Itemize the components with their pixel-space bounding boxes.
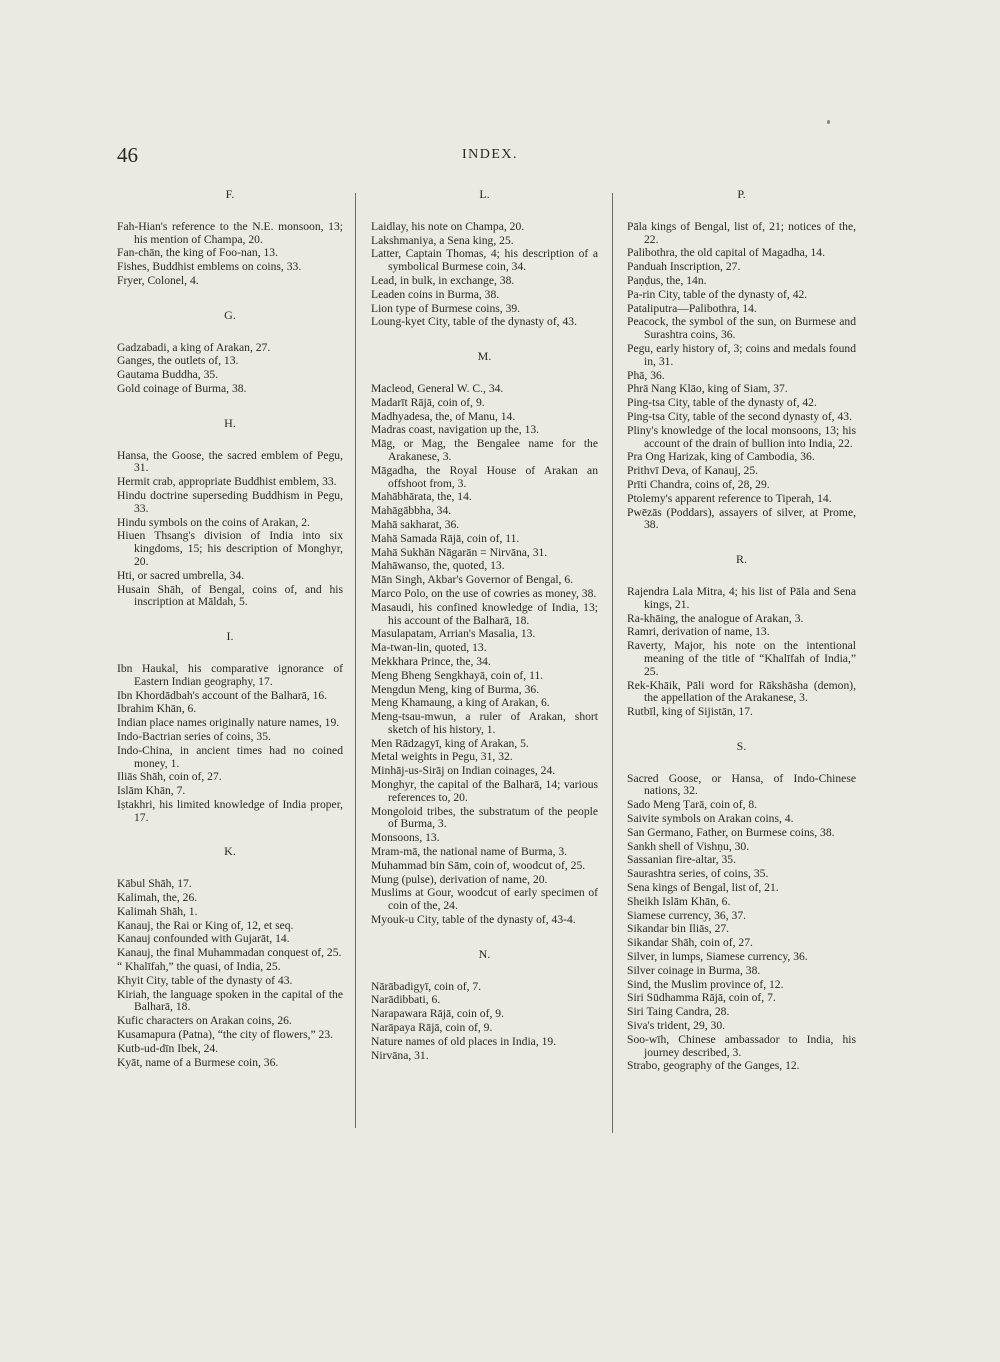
index-entry: Panduah Inscription, 27. xyxy=(627,260,741,274)
index-entry: Narādibbati, 6. xyxy=(371,993,441,1007)
index-entry: Mahāgābbha, 34. xyxy=(371,504,452,518)
index-entry: “ Khalīfah,” the quasi, of India, 25. xyxy=(117,960,281,974)
index-entry: Madarīt Rājā, coin of, 9. xyxy=(371,395,485,409)
entry-list xyxy=(371,221,598,329)
index-entry: Kanauj confounded with Gujarāt, 14. xyxy=(117,932,290,946)
index-entry: Māgadha, the Royal House of Arakan an offshoot from, 3. xyxy=(371,463,598,490)
running-head: INDEX. xyxy=(462,147,519,162)
section-letter: S. xyxy=(736,738,747,753)
entry-list xyxy=(627,773,856,1074)
index-entry: Kanauj, the final Muhammadan conquest of, 25. xyxy=(117,946,342,960)
index-entry: Lakshmaniya, a Sena king, 25. xyxy=(371,233,514,247)
index-entry: Monghyr, the capital of the Balharā, 14; various references to, 20. xyxy=(371,778,598,804)
index-section xyxy=(117,188,343,288)
index-entry: Sassanian fire-altar, 35. xyxy=(627,853,736,867)
index-section xyxy=(117,309,343,396)
section-letter: R. xyxy=(735,552,747,567)
index-section xyxy=(627,553,856,719)
index-entry: Mung (pulse), derivation of name, 20. xyxy=(371,872,548,886)
index-entry: Fishes, Buddhist emblems on coins, 33. xyxy=(117,260,302,274)
index-entry: Kanauj, the Rai or King of, 12, et seq. xyxy=(117,918,294,932)
index-entry: Gadzabadi, a king of Arakan, 27. xyxy=(117,340,271,354)
index-entry: Masulapatam, Arrian's Masalia, 13. xyxy=(371,627,536,641)
index-entry: Sena kings of Bengal, list of, 21. xyxy=(627,881,779,895)
index-entry: Madras coast, navigation up the, 13. xyxy=(371,423,540,437)
index-entry: Strabo, geography of the Ganges, 12. xyxy=(627,1059,800,1073)
section-letter: N. xyxy=(478,946,491,961)
index-entry: Fah-Hian's reference to the N.E. monsoon, 13; his mention of Champa, 20. xyxy=(117,219,343,246)
index-entry: Silver, in lumps, Siamese currency, 36. xyxy=(627,950,808,964)
index-entry: Nirvāna, 31. xyxy=(371,1048,429,1062)
index-entry: Mān Singh, Akbar's Governor of Bengal, 6. xyxy=(371,573,574,587)
index-entry: Siva's trident, 29, 30. xyxy=(627,1019,726,1033)
index-entry: Madhyadesa, the, of Manu, 14. xyxy=(371,409,516,423)
index-entry: Marco Polo, on the use of cowries as money, 38. xyxy=(371,586,597,600)
index-entry: Muslims at Gour, woodcut of early specimen of coin of the, 24. xyxy=(371,886,598,913)
index-entry: Sado Meng Ṭarā, coin of, 8. xyxy=(627,798,758,812)
index-column-1 xyxy=(117,188,343,1090)
index-entry: Siamese currency, 36, 37. xyxy=(627,908,747,922)
index-entry: Saurashtra series, of coins, 35. xyxy=(627,867,769,881)
section-letter: H. xyxy=(224,415,236,430)
index-entry: Palibothra, the old capital of Magadha, 14. xyxy=(627,246,826,260)
index-entry: Phrā Nang Klāo, king of Siam, 37. xyxy=(627,382,788,396)
index-entry: Siri Sūdhamma Rājā, coin of, 7. xyxy=(627,991,776,1005)
index-entry: Hindu doctrine superseding Buddhism in Pegu, 33. xyxy=(117,488,343,515)
index-entry: Macleod, General W. C., 34. xyxy=(371,381,504,395)
entry-list xyxy=(117,342,343,396)
index-section xyxy=(117,845,343,1069)
index-entry: Masaudi, his confined knowledge of India, 13; his account of the Balharā, 18. xyxy=(371,600,598,627)
index-entry: Iṣtakhri, his limited knowledge of India proper, 17. xyxy=(117,797,343,824)
index-entry: Hti, or sacred umbrella, 34. xyxy=(117,568,245,582)
index-entry: Khyit City, table of the dynasty of 43. xyxy=(117,973,293,987)
index-entry: Nature names of old places in India, 19. xyxy=(371,1034,557,1048)
index-entry: Ra-khāing, the analogue of Arakan, 3. xyxy=(627,611,804,625)
index-entry: Hermit crab, appropriate Buddhist emblem, 33. xyxy=(117,475,337,489)
section-letter: L. xyxy=(479,187,490,201)
index-entry: Māg, or Mag, the Bengalee name for the Arakanese, 3. xyxy=(371,437,598,463)
index-entry: Meng Bheng Sengkhayā, coin of, 11. xyxy=(371,668,544,682)
index-entry: Kufic characters on Arakan coins, 26. xyxy=(117,1014,292,1028)
index-entry: Narāpaya Rājā, coin of, 9. xyxy=(371,1021,493,1035)
index-entry: Islām Khān, 7. xyxy=(117,784,186,798)
index-entry: Kalimah, the, 26. xyxy=(117,891,198,905)
index-entry: Prīti Chandra, coins of, 28, 29. xyxy=(627,477,770,491)
index-entry: Meng-tsau-mwun, a ruler of Arakan, short sketch of his history, 1. xyxy=(371,710,598,736)
entry-list xyxy=(371,981,598,1063)
index-entry: Ramri, derivation of name, 13. xyxy=(627,625,770,639)
index-entry: Mahā Samada Rājā, coin of, 11. xyxy=(371,531,520,545)
index-entry: Hansa, the Goose, the sacred emblem of Pegu, 31. xyxy=(117,448,343,475)
index-entry: Pegu, early history of, 3; coins and medals found in, 31. xyxy=(627,341,856,368)
index-entry: Mekkhara Prince, the, 34. xyxy=(371,654,491,668)
index-entry: Laidlay, his note on Champa, 20. xyxy=(371,219,525,233)
index-entry: Kusamapura (Patna), “the city of flowers,” 23. xyxy=(117,1028,334,1042)
index-entry: Gautama Buddha, 35. xyxy=(117,368,219,382)
index-entry: Fan-chān, the king of Foo-nan, 13. xyxy=(117,246,278,260)
index-entry: Pliny's knowledge of the local monsoons, 13; his account of the drain of bullion into India, 22. xyxy=(627,423,856,450)
index-entry: Mengdun Meng, king of Burma, 36. xyxy=(371,682,540,696)
index-entry: Meng Khamaung, a king of Arakan, 6. xyxy=(371,696,550,710)
index-section xyxy=(117,630,343,824)
index-entry: Soo-wīh, Chinese ambassador to India, his journey described, 3. xyxy=(627,1032,856,1059)
index-entry: Kiriah, the language spoken in the capital of the Balharā, 18. xyxy=(117,987,343,1014)
index-entry: Metal weights in Pegu, 31, 32. xyxy=(371,750,513,764)
index-entry: Rutbīl, king of Sijistān, 17. xyxy=(627,705,753,719)
index-entry: Saivite symbols on Arakan coins, 4. xyxy=(627,812,794,826)
index-entry: Kutb-ud-dīn Ibek, 24. xyxy=(117,1041,219,1055)
index-entry: Silver coinage in Burma, 38. xyxy=(627,963,761,977)
entry-list xyxy=(117,878,343,1069)
entry-list xyxy=(627,221,856,532)
index-entry: Indo-China, in ancient times had no coined money, 1. xyxy=(117,743,343,770)
index-entry: Prithvī Deva, of Kanauj, 25. xyxy=(627,464,759,478)
index-entry: Sikandar Shāh, coin of, 27. xyxy=(627,936,753,950)
section-letter: G. xyxy=(224,307,236,322)
index-entry: Pāla kings of Bengal, list of, 21; notices of the, 22. xyxy=(627,219,856,246)
index-entry: Iliās Shāh, coin of, 27. xyxy=(117,770,222,784)
index-entry: Hindu symbols on the coins of Arakan, 2. xyxy=(117,515,310,529)
index-entry: Leaden coins in Burma, 38. xyxy=(371,287,500,301)
index-column-2 xyxy=(371,188,598,1083)
index-section xyxy=(371,948,598,1063)
entry-list xyxy=(117,663,343,825)
index-entry: Pwēzās (Poddars), assayers of silver, at Prome, 38. xyxy=(627,505,856,532)
ink-speck xyxy=(827,120,830,124)
index-section xyxy=(627,188,856,532)
entry-list xyxy=(627,586,856,719)
index-entry: Husain Shāh, of Bengal, coins of, and his inscription at Māldah, 5. xyxy=(117,582,343,609)
index-entry: Indo-Bactrian series of coins, 35. xyxy=(117,729,271,743)
index-entry: Ma-twan-lin, quoted, 13. xyxy=(371,641,487,655)
index-entry: Monsoons, 13. xyxy=(371,831,440,845)
entry-list xyxy=(117,450,343,610)
index-entry: Sheikh Islām Khān, 6. xyxy=(627,894,731,908)
index-entry: Rajendra Lala Mitra, 4; his list of Pāla and Sena kings, 21. xyxy=(627,584,856,611)
index-entry: Latter, Captain Thomas, 4; his description of a symbolical Burmese coin, 34. xyxy=(371,247,598,274)
index-entry: Hiuen Thsang's division of India into six kingdoms, 15; his description of Monghyr, 20. xyxy=(117,529,343,568)
page-number: 46 xyxy=(117,143,138,167)
index-section xyxy=(371,350,598,927)
index-entry: Ibn Khordādbah's account of the Balharā, 16. xyxy=(117,688,328,702)
index-entry: Pra Ong Harizak, king of Cambodia, 36. xyxy=(627,450,815,464)
index-entry: Rek-Khāik, Pāli word for Rākshāsha (demon), the appellation of the Arakanese, 3. xyxy=(627,678,856,705)
index-entry: Sacred Goose, or Hansa, of Indo-Chinese nations, 32. xyxy=(627,771,856,798)
index-entry: Loung-kyet City, table of the dynasty of, 43. xyxy=(371,315,577,329)
index-entry: Sind, the Muslim province of, 12. xyxy=(627,977,784,991)
index-entry: Raverty, Major, his note on the intentional meaning of the title of “Khalīfah of India,” 25. xyxy=(627,639,856,678)
index-entry: Ganges, the outlets of, 13. xyxy=(117,354,239,368)
section-letter: P. xyxy=(737,187,746,201)
index-entry: Mongoloid tribes, the substratum of the people of Burma, 3. xyxy=(371,804,598,831)
index-entry: Muhammad bin Sām, coin of, woodcut of, 25. xyxy=(371,858,586,872)
index-entry: Peacock, the symbol of the sun, on Burmese and Surashtra coins, 36. xyxy=(627,315,856,342)
index-entry: Fryer, Colonel, 4. xyxy=(117,273,199,287)
index-entry: Minhāj-us-Sirāj on Indian coinages, 24. xyxy=(371,764,556,778)
index-entry: Mahā Sukhān Nāgarān = Nirvāna, 31. xyxy=(371,545,548,559)
index-entry: Gold coinage of Burma, 38. xyxy=(117,381,247,395)
index-section xyxy=(627,740,856,1073)
index-section xyxy=(117,417,343,609)
index-entry: Sankh shell of Vishṇu, 30. xyxy=(627,839,750,853)
column-rule xyxy=(612,193,613,1133)
index-entry: Siri Taing Candra, 28. xyxy=(627,1005,730,1019)
entry-list xyxy=(371,383,598,927)
section-letter: M. xyxy=(477,349,492,364)
index-entry: Indian place names originally nature names, 19. xyxy=(117,716,340,730)
index-entry: Mahābhārata, the, 14. xyxy=(371,490,472,504)
index-entry: Lion type of Burmese coins, 39. xyxy=(371,301,521,315)
column-rule xyxy=(355,193,356,1128)
index-column-3 xyxy=(627,188,856,1094)
index-entry: Sikandar bin Iliās, 27. xyxy=(627,922,730,936)
index-entry: Pataliputra—Palibothra, 14. xyxy=(627,301,757,315)
section-letter: F. xyxy=(225,187,235,201)
index-section xyxy=(371,188,598,329)
index-entry: Nārābadigyī, coin of, 7. xyxy=(371,979,482,993)
section-letter: I. xyxy=(226,629,234,644)
index-entry: Ping-tsa City, table of the dynasty of, 42. xyxy=(627,396,817,410)
index-entry: Phā, 36. xyxy=(627,368,665,382)
index-entry: Mahāwanso, the, quoted, 13. xyxy=(371,559,505,573)
index-entry: Mram-mā, the national name of Burma, 3. xyxy=(371,845,568,859)
index-entry: Kalimah Shāh, 1. xyxy=(117,904,198,918)
index-entry: Ibn Haukal, his comparative ignorance of Eastern Indian geography, 17. xyxy=(117,661,343,688)
index-entry: San Germano, Father, on Burmese coins, 38. xyxy=(627,825,835,839)
index-entry: Ptolemy's apparent reference to Tiperah, 14. xyxy=(627,491,832,505)
index-entry: Paṇḍus, the, 14n. xyxy=(627,273,707,287)
index-entry: Narapawara Rājā, coin of, 9. xyxy=(371,1007,504,1021)
section-letter: K. xyxy=(224,844,236,859)
index-entry: Mahā sakharat, 36. xyxy=(371,517,460,531)
index-entry: Pa-rin City, table of the dynasty of, 42. xyxy=(627,287,808,301)
index-entry: Lead, in bulk, in exchange, 38. xyxy=(371,273,515,287)
index-entry: Kābul Shāh, 17. xyxy=(117,877,192,891)
index-entry: Men Rādzagyī, king of Arakan, 5. xyxy=(371,736,529,750)
index-entry: Myouk-u City, table of the dynasty of, 43-4. xyxy=(371,913,576,927)
index-entry: Kyāt, name of a Burmese coin, 36. xyxy=(117,1055,279,1069)
entry-list xyxy=(117,221,343,288)
index-entry: Ibrahim Khān, 6. xyxy=(117,702,197,716)
index-entry: Ping-tsa City, table of the second dynasty of, 43. xyxy=(627,409,852,423)
